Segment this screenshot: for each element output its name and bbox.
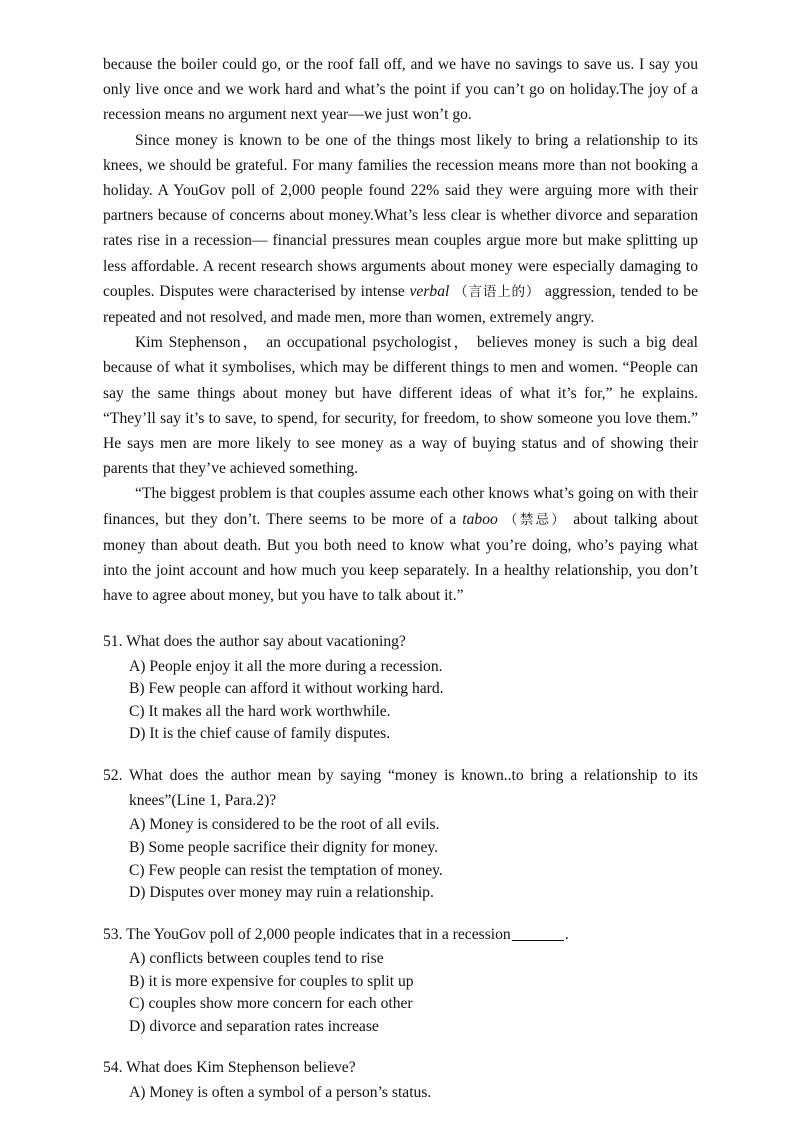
question-item-51 bbox=[103, 629, 698, 746]
option-c[interactable]: C) couples show more concern for each other bbox=[129, 995, 413, 1013]
question-stem bbox=[103, 922, 698, 947]
question-item-53 bbox=[103, 922, 698, 1039]
passage-paragraph-1: because the boiler could go, or the roof fall off, and we have no savings to save us. I say you only live once and we work hard and what’s the point if you can’t go on holiday.The joy of a recession means no argument next year—we just won’t go. bbox=[103, 56, 698, 124]
italic-term-taboo: taboo bbox=[462, 510, 498, 528]
passage-segment-text: “The biggest problem is that couples assume each other knows what’s going on with their finances, but they don’t. There seems to be more of a bbox=[103, 485, 698, 528]
passage-segment-text: Since money is known to be one of the things most likely to bring a relationship to its knees, we should be grateful. For many families the recession means more than not booking a holiday. A YouGov poll of 2,000 people found 22% said they were arguing more with their partners because of concerns about money.What’s less clear is whether divorce and separation rates rise in a recession— financial pressures mean couples argue more but make splitting up less affordable. A recent research shows arguments about money were especially damaging to couples. Disputes were characterised by intense bbox=[103, 131, 698, 300]
option-a[interactable]: A) People enjoy it all the more during a recession. bbox=[129, 657, 443, 675]
option-c[interactable]: C) It makes all the hard work worthwhile. bbox=[129, 702, 391, 720]
answer-blank[interactable] bbox=[512, 940, 564, 941]
option-b[interactable]: B) Some people sacrifice their dignity for money. bbox=[129, 839, 439, 857]
question-item-52 bbox=[103, 763, 698, 905]
question-text: What does the author mean by saying “money is known..to bring a relationship to its knees”(Line 1, Para.2)? bbox=[129, 767, 698, 810]
question-number: 52. bbox=[103, 767, 123, 785]
italic-term-verbal: verbal bbox=[409, 282, 450, 300]
cjk-gloss-taboo: （禁忌） bbox=[503, 511, 568, 528]
cjk-gloss-verbal: （言语上的） bbox=[454, 283, 541, 300]
passage-paragraph-2 bbox=[103, 128, 698, 331]
question-item-54 bbox=[103, 1055, 698, 1104]
questions-list bbox=[103, 629, 698, 1104]
option-d[interactable]: D) Disputes over money may ruin a relationship. bbox=[129, 884, 434, 902]
option-c[interactable]: C) Few people can resist the temptation of money. bbox=[129, 861, 443, 879]
question-text: What does Kim Stephenson believe? bbox=[126, 1059, 356, 1077]
option-a[interactable]: A) Money is often a symbol of a person’s status. bbox=[129, 1083, 432, 1101]
option-d[interactable]: D) divorce and separation rates increase bbox=[129, 1017, 379, 1035]
passage-body bbox=[103, 52, 698, 608]
question-number: 54. bbox=[103, 1059, 123, 1077]
passage-paragraph-4 bbox=[103, 481, 698, 608]
question-stem bbox=[103, 629, 698, 654]
option-a[interactable]: A) Money is considered to be the root of all evils. bbox=[129, 816, 440, 834]
passage-segment-text: about talking about money than about death. But you both need to know what you’re doing, who’s paying what into the joint account and how much you keep separately. In a healthy relationship, you don’t have to agree about money, but you have to talk about it.” bbox=[103, 510, 698, 605]
option-b[interactable]: B) Few people can afford it without working hard. bbox=[129, 680, 444, 698]
option-b[interactable]: B) it is more expensive for couples to split up bbox=[129, 972, 414, 990]
question-text: What does the author say about vacationing? bbox=[126, 633, 406, 651]
passage-paragraph-3: Kim Stephenson， an occupational psychologist， believes money is such a big deal because of what it symbolises, which may be different things to men and women. “People can say the same things about money but have different ideas of what it’s for,” he explains. “They’ll say it’s to save, to spend, for security, for freedom, to show someone you love them.” He says men are more likely to see money as a way of buying status and of showing their parents that they’ve achieved something. bbox=[103, 334, 698, 478]
option-a[interactable]: A) conflicts between couples tend to rise bbox=[129, 950, 384, 968]
question-number: 53. bbox=[103, 925, 123, 943]
question-text-tail: . bbox=[564, 925, 569, 943]
question-text: The YouGov poll of 2,000 people indicates that in a recession bbox=[126, 925, 511, 943]
question-stem bbox=[103, 763, 698, 813]
option-d[interactable]: D) It is the chief cause of family disputes. bbox=[129, 725, 391, 743]
question-stem bbox=[103, 1055, 698, 1080]
question-number: 51. bbox=[103, 633, 123, 651]
passage-segment-text: aggression, tended to be repeated and not resolved, and made men, more than women, extremely angry. bbox=[103, 282, 698, 327]
